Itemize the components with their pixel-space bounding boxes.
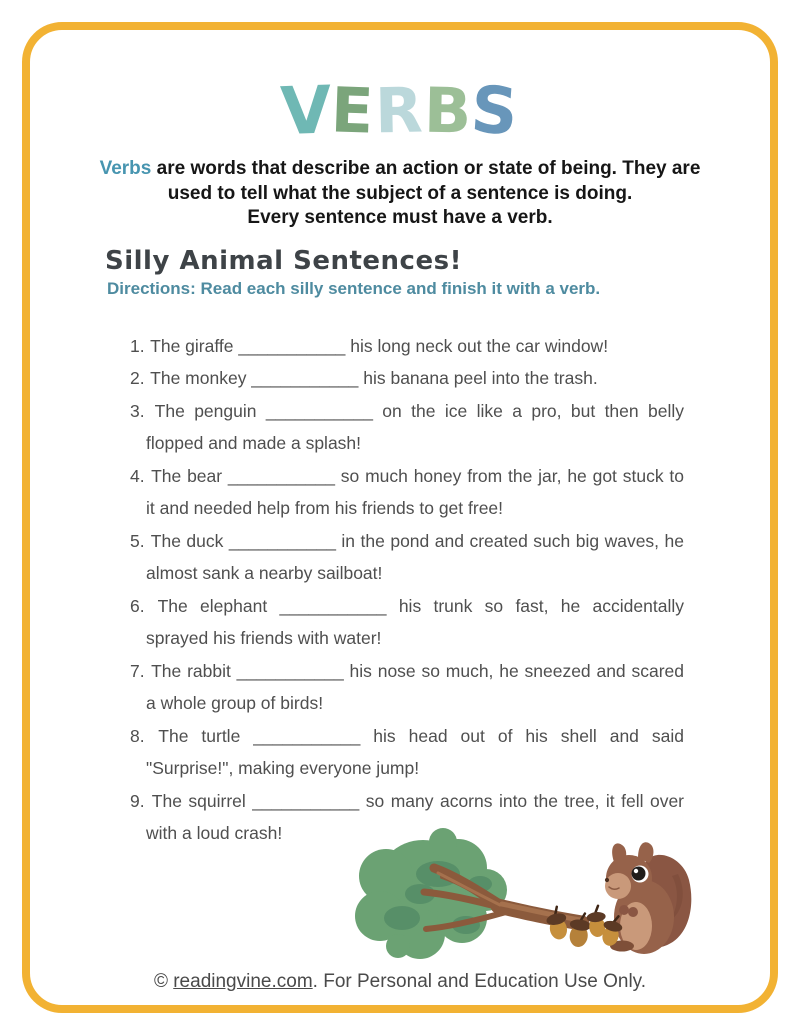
- title-letter-r: R: [374, 73, 425, 148]
- item-number: 8.: [130, 725, 145, 746]
- item-number: 3.: [130, 400, 145, 421]
- readingvine-link[interactable]: readingvine.com: [173, 971, 313, 992]
- sentence-item-7: [130, 655, 684, 720]
- intro-line3: Every sentence must have a verb.: [247, 207, 553, 228]
- item-text: The turtle ___________ his head out of his shell and said "Surprise!", making everyone jump!: [146, 725, 684, 778]
- acorns-icon: [544, 905, 625, 948]
- sentence-list: [130, 330, 684, 850]
- section-heading: Silly Animal Sentences!: [105, 245, 462, 276]
- item-text: The duck ___________ in the pond and created such big waves, he almost sank a nearby sailboat!: [146, 530, 685, 583]
- title-letter-e: E: [330, 73, 377, 148]
- item-text: The rabbit ___________ his nose so much, he sneezed and scared a whole group of birds!: [146, 660, 685, 713]
- intro-verbs-word: Verbs: [99, 158, 152, 179]
- item-number: 5.: [130, 530, 145, 551]
- item-text: The monkey ___________ his banana peel into the trash.: [150, 368, 598, 388]
- item-number: 4.: [130, 465, 145, 486]
- footer-suffix: . For Personal and Education Use Only.: [312, 971, 647, 992]
- worksheet-title: [30, 70, 770, 151]
- intro-text: [30, 157, 770, 231]
- sentence-item-8: [130, 720, 684, 785]
- sentence-item-1: [130, 330, 684, 363]
- intro-line2: used to tell what the subject of a sentence is doing.: [167, 182, 633, 204]
- item-text: The giraffe ___________ his long neck out the car window!: [150, 335, 609, 356]
- intro-line1-rest: are words that describe an action or state of being. They are: [151, 158, 701, 179]
- item-number: 9.: [130, 790, 145, 811]
- sentence-item-4: [130, 460, 684, 525]
- item-number: 6.: [130, 595, 145, 616]
- title-letter-v: V: [279, 70, 335, 151]
- item-text: The elephant ___________ his trunk so fast, he accidentally sprayed his friends with water!: [146, 595, 684, 648]
- item-number: 7.: [130, 660, 145, 681]
- footer: [0, 971, 800, 993]
- title-letter-s: S: [468, 70, 522, 151]
- item-number: 1.: [130, 335, 145, 356]
- directions-text: Directions: Read each silly sentence and finish it with a verb.: [107, 278, 601, 298]
- sentence-item-5: [130, 525, 684, 590]
- fallen-tree-squirrel-illustration: [338, 828, 700, 966]
- item-text: The squirrel ___________ so many acorns into the tree, it fell over with a loud crash!: [146, 790, 684, 843]
- footer-copyright-prefix: ©: [153, 971, 174, 992]
- sentence-item-2: [130, 362, 684, 395]
- title-letter-b: B: [422, 73, 473, 148]
- sentence-item-6: [130, 590, 684, 655]
- item-text: The penguin ___________ on the ice like a pro, but then belly flopped and made a splash!: [146, 400, 684, 453]
- sentence-item-3: [130, 395, 684, 460]
- item-text: The bear ___________ so much honey from the jar, he got stuck to it and needed help from his friends to get free!: [146, 465, 684, 518]
- item-number: 2.: [130, 368, 145, 388]
